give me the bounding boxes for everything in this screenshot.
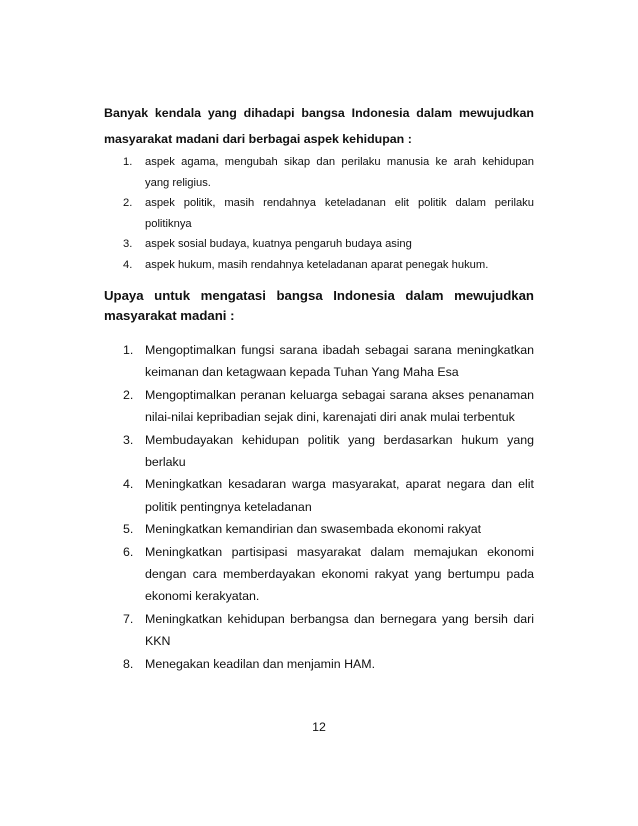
list-item-text: aspek agama, mengubah sikap dan perilaku manusia ke arah kehidupan	[145, 156, 534, 168]
list-item-number: 2.	[123, 387, 134, 402]
list-item	[123, 473, 534, 518]
list-item	[123, 339, 534, 384]
list-item-text: keimanan dan ketagwaan kepada Tuhan Yang Maha Esa	[145, 365, 459, 380]
section-upaya	[104, 286, 534, 675]
list-item-number: 3.	[123, 238, 133, 250]
list-item	[123, 384, 534, 429]
list-item-text: aspek politik, masih rendahnya keteladanan elit politik dalam perilaku	[145, 197, 534, 209]
list-item	[123, 653, 534, 675]
list-item-text: Meningkatkan partisipasi masyarakat dalam memajukan ekonomi	[145, 544, 534, 559]
list-item	[123, 608, 534, 653]
list-item-number: 3.	[123, 432, 134, 447]
list-item-number: 6.	[123, 544, 134, 559]
list-item-number: 4.	[123, 477, 134, 492]
list-item	[123, 429, 534, 474]
list-item	[123, 193, 534, 234]
list-item-text: berlaku	[145, 455, 186, 470]
kendala-list	[123, 152, 534, 275]
heading-line: masyarakat madani dari berbagai aspek kehidupan :	[104, 132, 412, 146]
section-kendala	[104, 100, 534, 275]
list-item-number: 1.	[123, 156, 133, 168]
list-item-text: politik pentingnya keteladanan	[145, 499, 312, 514]
list-item-number: 1.	[123, 343, 134, 357]
list-item-text: yang religius.	[145, 176, 211, 189]
list-item-text: Meningkatkan kehidupan berbangsa dan bernegara yang bersih dari	[145, 611, 534, 626]
list-item	[123, 541, 534, 608]
list-item-text: ekonomi kerakyatan.	[145, 589, 260, 604]
section-kendala-heading	[104, 100, 534, 152]
list-item-text: politiknya	[145, 217, 192, 230]
list-item-text: Membudayakan kehidupan politik yang berdasarkan hukum yang	[145, 432, 534, 447]
section-upaya-heading	[104, 286, 534, 326]
list-item-text: nilai-nilai kepribadian sejak dini, karenajati diri anak mulai terbentuk	[145, 410, 515, 425]
list-item-number: 8.	[123, 656, 134, 671]
list-item	[123, 255, 534, 276]
list-item-number: 4.	[123, 258, 133, 271]
list-item-text: Meningkatkan kesadaran warga masyarakat, aparat negara dan elit	[145, 477, 534, 492]
upaya-list	[123, 339, 534, 675]
heading-line: Upaya untuk mengatasi bangsa Indonesia dalam mewujudkan	[104, 288, 534, 303]
list-item	[123, 234, 534, 255]
list-item-text: Mengoptimalkan peranan keluarga sebagai sarana akses penanaman	[145, 387, 534, 402]
list-item-text: Meningkatkan kemandirian dan swasembada ekonomi rakyat	[145, 522, 482, 537]
heading-line: masyarakat madani :	[104, 308, 235, 323]
list-item-text: KKN	[145, 634, 171, 649]
list-item-text: aspek hukum, masih rendahnya keteladanan aparat penegak hukum.	[145, 258, 489, 271]
list-item-number: 5.	[123, 522, 134, 537]
list-item-text: Menegakan keadilan dan menjamin HAM.	[145, 656, 376, 671]
list-item	[123, 152, 534, 193]
page-number: 12	[312, 720, 326, 734]
list-item-number: 2.	[123, 197, 133, 209]
list-item	[123, 518, 534, 540]
list-item-text: dengan cara memberdayakan ekonomi rakyat yang bertumpu pada	[145, 567, 534, 582]
heading-line: Banyak kendala yang dihadapi bangsa Indonesia dalam mewujudkan	[104, 106, 534, 120]
list-item-number: 7.	[123, 611, 134, 626]
list-item-text: Mengoptimalkan fungsi sarana ibadah sebagai sarana meningkatkan	[145, 343, 534, 357]
list-item-text: aspek sosial budaya, kuatnya pengaruh budaya asing	[145, 238, 412, 250]
